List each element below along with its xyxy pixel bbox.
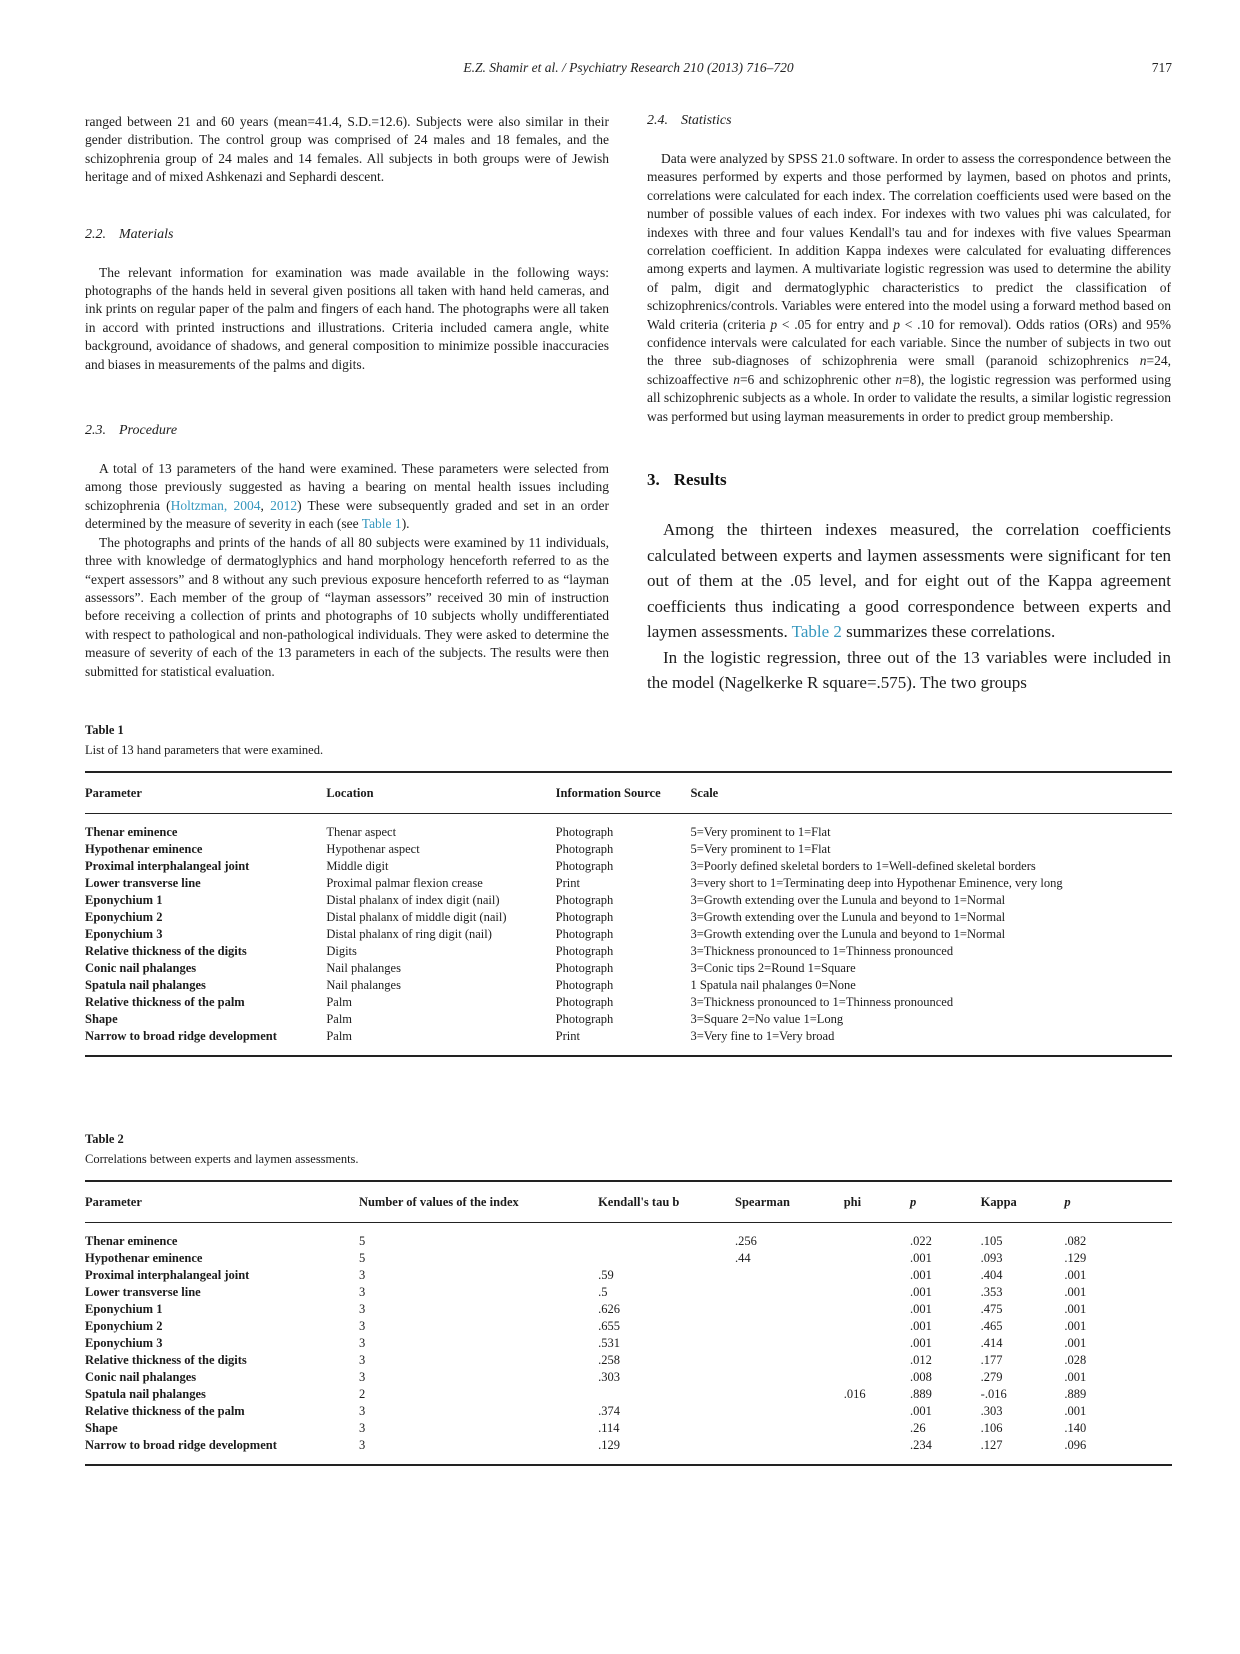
table-cell — [735, 1369, 844, 1386]
table-cell: Relative thickness of the palm — [85, 994, 245, 1009]
table-cell: 3 — [358, 1301, 366, 1316]
table-cell: .374 — [598, 1403, 620, 1418]
table-1 — [85, 771, 1172, 1057]
table-cell: Photograph — [555, 943, 614, 958]
text-segment: =8), the logistic regression was performed using all schizophrenic subjects as a whole. In order to validate the results, a similar logistic regression was performed but using layman measurements in order to predict group membership. — [647, 371, 1171, 424]
text-segment: ) These were subsequently graded and set in an order determined by the measure of severity in each (see — [85, 497, 609, 532]
table-cell: 3=very short to 1=Terminating deep into Hypothenar Eminence, very long — [690, 875, 1063, 890]
section-title: Procedure — [119, 423, 178, 439]
column-header-p: p — [910, 1181, 981, 1223]
text-segment: < .05 for entry and — [777, 316, 894, 332]
table-2-caption: Correlations between experts and laymen assessments. — [85, 1151, 359, 1166]
table-cell: .531 — [598, 1335, 620, 1350]
table-cell: .26 — [910, 1420, 926, 1435]
table-cell: Photograph — [555, 909, 614, 924]
table-cell: Spatula nail phalanges — [85, 977, 206, 992]
running-head-title: E.Z. Shamir et al. / Psychiatry Research 210 (2013) 716–720 — [463, 60, 794, 75]
table-cell: Eponychium 2 — [85, 909, 163, 924]
table-cell — [735, 1386, 844, 1403]
table-cell: .889 — [1064, 1386, 1087, 1401]
text-segment: =6 and schizophrenic other — [739, 371, 896, 387]
table-cell: .59 — [598, 1267, 614, 1282]
table-row — [85, 994, 1172, 1011]
table-cell: 3 — [358, 1403, 366, 1418]
table-row — [85, 960, 1172, 977]
text-segment: p — [770, 316, 778, 332]
table-cell: .475 — [980, 1301, 1003, 1316]
table-cell: .001 — [1064, 1335, 1087, 1350]
table-cell — [735, 1403, 844, 1420]
section-heading-results — [647, 470, 1171, 490]
table-cell: 3 — [358, 1369, 366, 1384]
table-cell: .001 — [1064, 1301, 1087, 1316]
column-header: Number of values of the index — [359, 1181, 598, 1223]
table-cell: Thenar eminence — [85, 824, 178, 839]
page-number: 717 — [1151, 60, 1172, 75]
paragraph-procedure-1 — [85, 460, 609, 534]
table-cell: .279 — [980, 1369, 1003, 1384]
table-cell: Distal phalanx of middle digit (nail) — [326, 909, 507, 924]
table-cell: .303 — [598, 1369, 620, 1384]
table-cell: 5 — [358, 1233, 366, 1248]
table-cell: .022 — [910, 1233, 932, 1248]
table-cell: Distal phalanx of ring digit (nail) — [326, 926, 492, 941]
table-cell: Palm — [326, 1028, 353, 1043]
table-row — [85, 1437, 1172, 1465]
text-segment: n — [895, 371, 903, 387]
section-number: 2.3. — [85, 423, 106, 439]
table-cell: .127 — [980, 1437, 1003, 1452]
column-header: Information Source — [556, 772, 691, 814]
table-cell: Palm — [326, 994, 353, 1009]
column-header: Parameter — [85, 772, 326, 814]
table-cell: .465 — [980, 1318, 1003, 1333]
column-header: Kendall's tau b — [598, 1181, 735, 1223]
table-cell — [598, 1386, 735, 1403]
column-header: Spearman — [735, 1181, 844, 1223]
table-cell: 3 — [358, 1352, 366, 1367]
table-cell: Conic nail phalanges — [85, 1369, 197, 1384]
column-header: Location — [326, 772, 555, 814]
text-segment: summarizes these correlations. — [841, 622, 1056, 642]
table-1-block — [85, 722, 1172, 1057]
table-cell — [844, 1318, 910, 1335]
table-cell: .626 — [598, 1301, 620, 1316]
table-cell: Hypothenar eminence — [85, 1250, 203, 1265]
table-cell: Narrow to broad ridge development — [85, 1437, 277, 1452]
table-cell: Proximal interphalangeal joint — [85, 1267, 250, 1282]
table-cell: .001 — [910, 1267, 932, 1282]
table-row — [85, 813, 1172, 841]
table-cell: .114 — [598, 1420, 620, 1435]
table-cell: Distal phalanx of index digit (nail) — [326, 892, 500, 907]
table-row — [85, 858, 1172, 875]
table-cell: 3=Square 2=No value 1=Long — [690, 1011, 844, 1026]
table-cell: .001 — [910, 1318, 932, 1333]
table-cell: Photograph — [555, 926, 614, 941]
table-cell: .082 — [1064, 1233, 1087, 1248]
two-column-body — [85, 113, 1172, 696]
table-cell: 3 — [358, 1335, 366, 1350]
table-row — [85, 1386, 1172, 1403]
table-cell: 3 — [358, 1318, 366, 1333]
paragraph-materials: The relevant information for examination was made available in the following ways: photographs of the hands held in several given positions all taken with hand held cameras, and ink prints on regular paper of the palm and fingers of each hand. The photographs were all taken in accord with printed instructions and illustrations. Criteria included camera angle, white background, avoidance of shadows, and general composition to minimize possible inaccuracies and biases in measurements of the palms and digits. — [85, 264, 609, 372]
section-number: 3. — [647, 470, 660, 490]
table-cell: .655 — [598, 1318, 620, 1333]
table-cell — [844, 1335, 910, 1352]
text-segment: , — [260, 497, 271, 513]
table-cell: .256 — [735, 1233, 757, 1248]
table-cell: Digits — [326, 943, 357, 958]
section-title: Statistics — [681, 113, 732, 128]
table-cell: Hypothenar aspect — [326, 841, 420, 856]
table-row — [85, 1352, 1172, 1369]
table-cell: 3 — [358, 1267, 366, 1282]
section-heading-procedure — [85, 423, 609, 439]
table-cell — [735, 1352, 844, 1369]
table-row — [85, 1011, 1172, 1028]
table-row — [85, 1028, 1172, 1056]
table-cell: Photograph — [555, 841, 614, 856]
table-cell: -.016 — [980, 1386, 1007, 1401]
table-cell: .093 — [980, 1250, 1003, 1265]
citation-link[interactable]: Holtzman, 2004 — [170, 497, 261, 513]
table-cell: Photograph — [555, 994, 614, 1009]
table-cell: Photograph — [555, 824, 614, 839]
table-cell: 3=Thickness pronounced to 1=Thinness pronounced — [690, 994, 954, 1009]
table-row — [85, 1267, 1172, 1284]
citation-link[interactable]: 2012 — [270, 497, 298, 513]
table-cell: .106 — [980, 1420, 1003, 1435]
table-cell — [844, 1403, 910, 1420]
paragraph-results-1 — [647, 517, 1171, 645]
table-row — [85, 1250, 1172, 1267]
table-1-header — [85, 772, 1172, 814]
table-cell: Eponychium 1 — [85, 892, 163, 907]
table-cell — [735, 1420, 844, 1437]
table-cell — [735, 1335, 844, 1352]
table-cell: .140 — [1064, 1420, 1087, 1435]
table-cell: .012 — [910, 1352, 932, 1367]
text-segment: < .10 for removal). Odds ratios (ORs) and 95% confidence intervals were calculated for each variable. Since the number of subjects in two out the three sub-diagnoses of schizophrenia were small (paranoid schizophrenics — [647, 316, 1171, 369]
table-cell: 3 — [358, 1437, 366, 1452]
table-cell: .001 — [1064, 1284, 1087, 1299]
table-cell: Relative thickness of the palm — [85, 1403, 245, 1418]
table-cell — [735, 1267, 844, 1284]
table-cell: .001 — [910, 1335, 932, 1350]
table-cell: .001 — [1064, 1403, 1087, 1418]
table-row — [85, 926, 1172, 943]
table-cell: Photograph — [555, 977, 614, 992]
section-number: 2.2. — [85, 226, 106, 242]
table-cell: 3=Growth extending over the Lunula and beyond to 1=Normal — [690, 909, 1006, 924]
table-cell: .177 — [980, 1352, 1003, 1367]
paragraph-procedure-2: The photographs and prints of the hands of all 80 subjects were examined by 11 individuals, three with knowledge of dermatoglyphics and hand morphology henceforth referred to as the “expert assessors” and 8 without any such previous exposure henceforth referred to as “layman assessors”. Each member of the group of “layman assessors” received 30 min of instruction before receiving a collection of prints and photographs of 10 subjects wholly undifferentiated with respect to pathological and non-pathological individuals. They were asked to determine the measure of severity of each of the 13 parameters in each of the subjects. The results were then submitted for statistical evaluation. — [85, 534, 609, 679]
table-cell — [844, 1250, 910, 1267]
table-row — [85, 943, 1172, 960]
table-cell: Spatula nail phalanges — [85, 1386, 206, 1401]
left-column — [85, 113, 609, 696]
table-row — [85, 909, 1172, 926]
table-cell: Eponychium 2 — [85, 1318, 163, 1333]
table-cell: 3=Growth extending over the Lunula and beyond to 1=Normal — [690, 926, 1006, 941]
text-segment: p — [893, 316, 900, 332]
table-cell: Eponychium 1 — [85, 1301, 163, 1316]
table-cell: 5=Very prominent to 1=Flat — [690, 841, 831, 856]
table-cell: 3 — [358, 1420, 366, 1435]
paragraph-subjects: ranged between 21 and 60 years (mean=41.4, S.D.=12.6). Subjects were also similar in their gender distribution. The control group was comprised of 24 males and 18 females, and the schizophrenia group of 24 males and 14 females. All subjects in both groups were of Jewish heritage and of mixed Ashkenazi and Sephardi descent. — [85, 114, 609, 185]
table-cell — [844, 1222, 910, 1250]
table-cell: .016 — [843, 1386, 866, 1401]
table-cell: Middle digit — [326, 858, 389, 873]
table-cell: 3=Poorly defined skeletal borders to 1=Well-defined skeletal borders — [690, 858, 1036, 873]
text-segment: Among the thirteen indexes measured, the correlation coefficients calculated between experts and laymen assessments were significant for ten out of them at the .05 level, and for eight out of the Kappa agreement coefficients thus indicating a good correspondence between experts and laymen assessments. — [647, 520, 1171, 642]
table-cell: .889 — [910, 1386, 932, 1401]
table-cell: 3=Thickness pronounced to 1=Thinness pronounced — [690, 943, 954, 958]
section-heading-statistics — [647, 113, 1171, 129]
column-header: phi — [844, 1181, 910, 1223]
table-2-body — [85, 1222, 1172, 1465]
table-cell: Lower transverse line — [85, 875, 201, 890]
table-row — [85, 841, 1172, 858]
table-cell: .008 — [910, 1369, 932, 1384]
table-cell: Hypothenar eminence — [85, 841, 203, 856]
table-cell — [844, 1437, 910, 1465]
table-row — [85, 1318, 1172, 1335]
table-cell — [735, 1284, 844, 1301]
table-row — [85, 1403, 1172, 1420]
table-cell: 3=Very fine to 1=Very broad — [690, 1028, 835, 1043]
table-cell: .129 — [1064, 1250, 1087, 1265]
table-cell — [844, 1420, 910, 1437]
table-cell: Narrow to broad ridge development — [85, 1028, 277, 1043]
text-segment: Data were analyzed by SPSS 21.0 software. In order to assess the correspondence between the measures performed by experts and those performed by laymen, based on photos and prints, correlations were calculated for each index. The correlation coefficients used were based on the number of possible values of each index. For indexes with two values phi was calculated, for indexes with three and four values Kendall's tau and for indexes with five values Spearman correlation coefficient. In addition Kappa indexes were calculated for evaluating differences among experts and laymen. A multivariate logistic regression was used to determine the ability of palm, digit and dermatoglyphic characteristics to predict the classification of schizophrenics/controls. Variables were entered into the model using a forward method based on Wald criteria (criteria — [647, 151, 1171, 332]
table-cell: Thenar aspect — [326, 824, 397, 839]
table-cell: .096 — [1064, 1437, 1087, 1452]
table-cell: .129 — [598, 1437, 620, 1452]
table-cell: .001 — [910, 1250, 932, 1265]
table-row — [85, 977, 1172, 994]
table-cell: Print — [555, 875, 580, 890]
text-segment: ). — [401, 516, 410, 532]
table-cell — [844, 1352, 910, 1369]
table-cell — [598, 1222, 735, 1250]
table-cell: .001 — [910, 1301, 932, 1316]
table-cell: .404 — [980, 1267, 1003, 1282]
section-title: Results — [673, 470, 727, 490]
table-cell: Relative thickness of the digits — [85, 943, 247, 958]
table-cell: Thenar eminence — [85, 1233, 178, 1248]
table-cell: .028 — [1064, 1352, 1087, 1367]
table-cell: Conic nail phalanges — [85, 960, 197, 975]
table-cell: Palm — [326, 1011, 353, 1026]
table-row — [85, 892, 1172, 909]
citation-link[interactable]: Table 1 — [361, 516, 402, 532]
table-cell: 3 — [358, 1284, 366, 1299]
table-2-block — [85, 1131, 1172, 1466]
table-row — [85, 1301, 1172, 1318]
citation-link[interactable]: Table 2 — [791, 622, 842, 642]
column-header: Parameter — [85, 1181, 359, 1223]
table-cell: .001 — [1064, 1369, 1087, 1384]
text-segment: n — [1139, 353, 1147, 369]
table-cell: .001 — [1064, 1318, 1087, 1333]
table-2-label: Table 2 — [85, 1131, 124, 1146]
table-cell — [844, 1369, 910, 1386]
table-cell: .001 — [910, 1403, 932, 1418]
table-cell: .258 — [598, 1352, 620, 1367]
table-row — [85, 1284, 1172, 1301]
table-cell: Relative thickness of the digits — [85, 1352, 247, 1367]
section-title: Materials — [119, 226, 174, 242]
table-row — [85, 875, 1172, 892]
text-segment: n — [733, 371, 740, 387]
table-row — [85, 1222, 1172, 1250]
text-segment: A total of 13 parameters of the hand were examined. These parameters were selected from among those previously suggested as having a bearing on mental health issues including schizophrenia ( — [85, 461, 609, 513]
column-header-p: p — [1064, 1181, 1172, 1223]
paragraph-results-2: In the logistic regression, three out of the 13 variables were included in the model (Nagelkerke R square=.575). The two groups — [647, 647, 1171, 693]
table-cell — [844, 1284, 910, 1301]
table-cell: .303 — [980, 1403, 1003, 1418]
table-row — [85, 1369, 1172, 1386]
table-cell: 3=Growth extending over the Lunula and beyond to 1=Normal — [690, 892, 1006, 907]
section-heading-materials — [85, 227, 609, 243]
table-cell: Lower transverse line — [85, 1284, 201, 1299]
table-cell: .414 — [980, 1335, 1003, 1350]
table-1-body — [85, 813, 1172, 1056]
table-cell: Shape — [85, 1420, 118, 1435]
column-header: Scale — [690, 772, 1172, 814]
table-cell: Eponychium 3 — [85, 1335, 163, 1350]
table-1-caption: List of 13 hand parameters that were examined. — [85, 742, 324, 757]
table-cell: .234 — [910, 1437, 932, 1452]
table-row — [85, 1420, 1172, 1437]
table-2 — [85, 1180, 1172, 1466]
table-cell — [844, 1267, 910, 1284]
table-cell: Nail phalanges — [326, 960, 401, 975]
table-cell — [844, 1301, 910, 1318]
table-cell: .353 — [980, 1284, 1003, 1299]
table-cell: Photograph — [555, 1011, 614, 1026]
table-cell — [735, 1437, 844, 1465]
text-segment: =24, schizoaffective — [647, 353, 1171, 387]
table-cell: Eponychium 3 — [85, 926, 163, 941]
table-cell — [735, 1301, 844, 1318]
running-head — [85, 60, 1172, 80]
table-cell: Proximal interphalangeal joint — [85, 858, 250, 873]
table-cell: .001 — [1064, 1267, 1087, 1282]
paragraph-statistics — [647, 150, 1171, 426]
table-cell: Print — [555, 1028, 580, 1043]
table-cell: 5 — [358, 1250, 366, 1265]
table-cell: 5=Very prominent to 1=Flat — [690, 824, 831, 839]
table-cell: .5 — [598, 1284, 608, 1299]
table-cell: Photograph — [555, 858, 614, 873]
section-number: 2.4. — [647, 113, 668, 128]
table-cell — [735, 1318, 844, 1335]
table-cell — [598, 1250, 735, 1267]
table-header-row — [85, 772, 1172, 814]
column-header: Kappa — [981, 1181, 1065, 1223]
table-cell: Photograph — [555, 892, 614, 907]
table-cell: .001 — [910, 1284, 932, 1299]
table-cell: 1 Spatula nail phalanges 0=None — [690, 977, 856, 992]
table-cell: 2 — [358, 1386, 366, 1401]
table-cell: Nail phalanges — [326, 977, 401, 992]
table-header-row — [85, 1181, 1172, 1223]
table-cell: .105 — [980, 1233, 1003, 1248]
table-cell: Shape — [85, 1011, 118, 1026]
table-2-header — [85, 1181, 1172, 1223]
table-cell: .44 — [735, 1250, 751, 1265]
table-row — [85, 1335, 1172, 1352]
table-cell: 3=Conic tips 2=Round 1=Square — [690, 960, 856, 975]
right-column — [647, 113, 1171, 696]
table-cell: Proximal palmar flexion crease — [326, 875, 483, 890]
table-cell: Photograph — [555, 960, 614, 975]
table-1-label: Table 1 — [85, 722, 124, 737]
